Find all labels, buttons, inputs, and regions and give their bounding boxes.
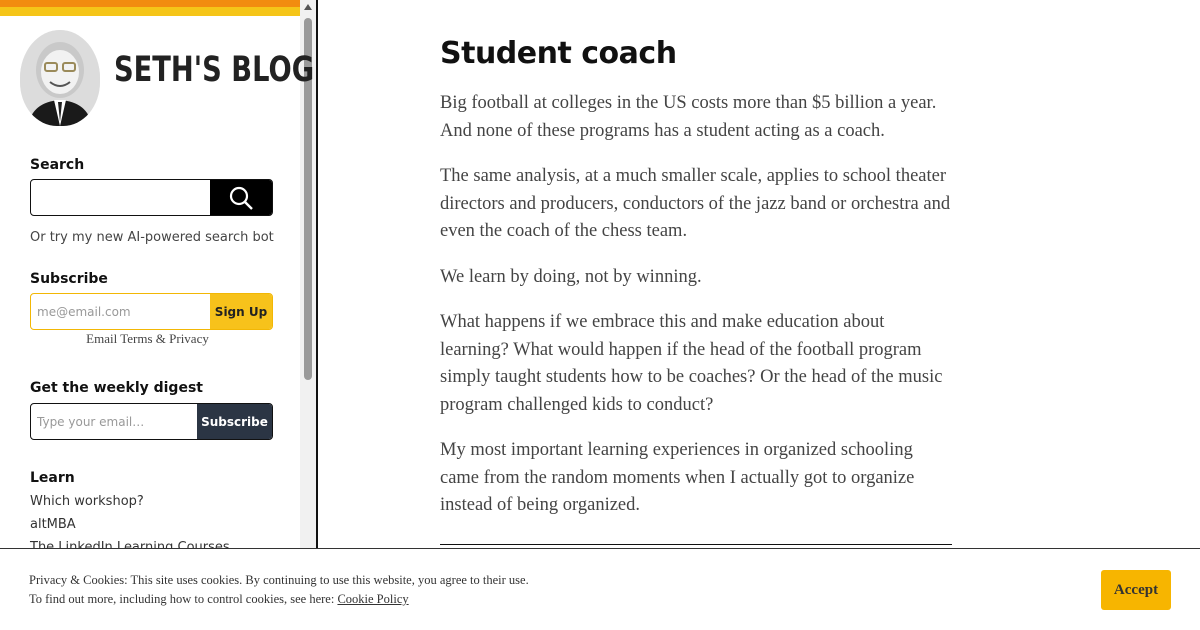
search-form [30, 179, 273, 216]
article-paragraph: We learn by doing, not by winning. [440, 266, 702, 287]
search-label: Search [30, 157, 85, 173]
search-input[interactable] [31, 180, 211, 215]
avatar[interactable] [20, 30, 100, 126]
article-paragraph: Big football at colleges in the US costs more than $5 billion a year. And none of these programs has a student acting as a coach. [440, 93, 937, 141]
learn-label: Learn [30, 470, 75, 486]
digest-subscribe-button[interactable]: Subscribe [197, 404, 272, 439]
cookie-banner [0, 548, 1200, 630]
digest-email-field[interactable] [31, 404, 198, 439]
cookie-policy-line [29, 590, 529, 609]
site-brand[interactable]: SETH'S BLOG [114, 50, 315, 90]
ai-search-note[interactable]: Or try my new AI-powered search bot [30, 230, 274, 245]
digest-form [30, 403, 273, 440]
sidebar [0, 0, 318, 630]
email-field[interactable] [31, 294, 211, 329]
learn-link-altmba[interactable]: altMBA [30, 517, 76, 532]
email-terms-link[interactable]: Email Terms & Privacy [86, 331, 209, 346]
article-paragraph: My most important learning experiences in organized schooling came from the random moments when I actually got to organize instead of being organized. [440, 440, 915, 515]
top-color-stripe [0, 0, 302, 16]
article-paragraph: The same analysis, at a much smaller scale, applies to school theater directors and producers, conductors of the jazz band or orchestra and even the coach of the chess team. [440, 166, 951, 241]
digest-label: Get the weekly digest [30, 380, 203, 396]
cookie-notice-line: Privacy & Cookies: This site uses cookies. By continuing to use this website, you agree to their use. [29, 573, 529, 587]
article [440, 36, 955, 538]
sign-up-button[interactable]: Sign Up [210, 294, 272, 329]
search-button[interactable] [210, 180, 272, 215]
learn-link-workshop[interactable]: Which workshop? [30, 494, 144, 509]
magnifier-icon [228, 185, 254, 211]
author-portrait-icon [20, 30, 100, 126]
accept-cookies-button[interactable]: Accept [1101, 570, 1171, 610]
cookie-policy-link[interactable]: Cookie Policy [337, 592, 409, 606]
article-title[interactable]: Student coach [440, 36, 677, 71]
subscribe-form [30, 293, 273, 330]
article-paragraph: What happens if we embrace this and make education about learning? What would happen if the head of the football program simply taught students how to be coaches? Or the head of the music program challenged kids to conduct? [440, 312, 943, 415]
cookie-text [29, 571, 529, 609]
cookie-policy-prefix: To find out more, including how to control cookies, see here: [29, 592, 338, 606]
article-divider [440, 544, 952, 545]
subscribe-label: Subscribe [30, 271, 108, 287]
scroll-up-arrow-icon[interactable] [304, 4, 312, 10]
